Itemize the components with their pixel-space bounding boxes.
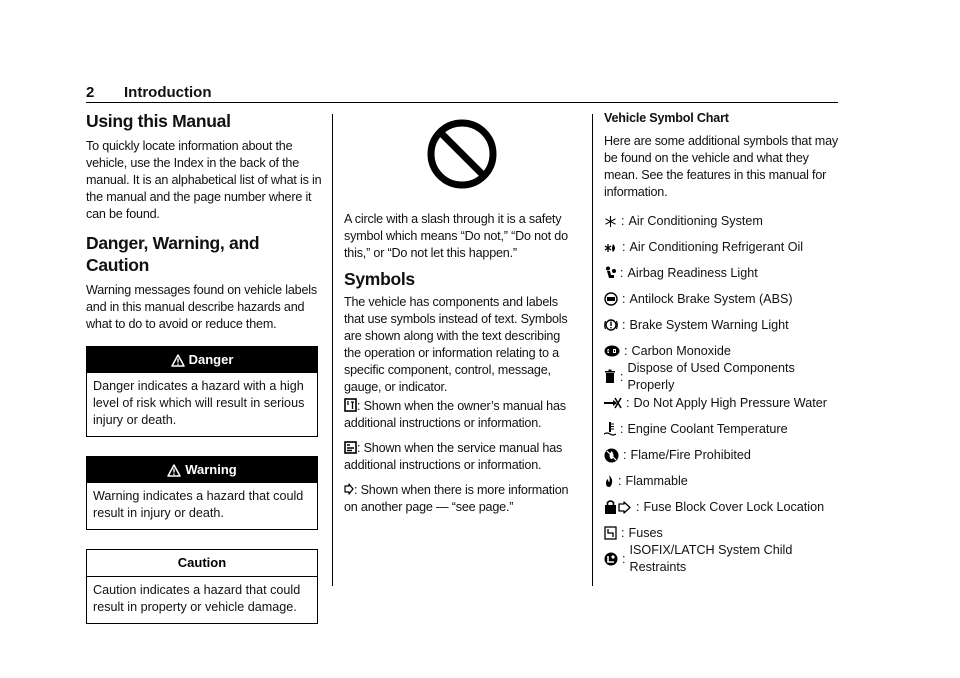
danger-text: Danger indicates a hazard with a high level of risk which will result in serious injury or death.	[93, 379, 305, 427]
caution-text: Caution indicates a hazard that could result in property or vehicle damage.	[93, 583, 301, 614]
symbol-row: : Do Not Apply High Pressure Water	[604, 390, 840, 416]
symbol-label: Air Conditioning Refrigerant Oil	[629, 239, 804, 254]
warning-text: Warning indicates a hazard that could result in injury or death.	[93, 489, 304, 520]
symbols-text: The vehicle has components and labels that use symbols instead of text. Symbols are shown along with the text describing the operation or information relating to a specific component, control, message, gauge, or indicator.	[344, 295, 568, 394]
no-symbol-icon	[426, 118, 498, 195]
caution-box	[86, 549, 318, 624]
warning-triangle-icon	[171, 354, 185, 367]
symbol-label: Fuse Block Cover Lock Location	[643, 499, 825, 514]
snowflake-icon	[604, 215, 617, 228]
symbol-label: Carbon Monoxide	[631, 343, 731, 358]
warning-box	[86, 456, 318, 530]
service-manual-text: : Shown when the service manual has additional instructions or information.	[344, 441, 563, 472]
ac-refrigerant-oil-icon	[604, 241, 618, 254]
danger-box	[86, 346, 318, 437]
symbol-label: Fuses	[628, 525, 663, 540]
symbol-row: : Flammable	[604, 468, 840, 494]
brake-warning-icon	[604, 318, 618, 332]
owner-manual-entry	[344, 398, 580, 432]
caution-header: Caution	[87, 550, 317, 577]
no-flame-icon	[604, 448, 619, 463]
see-page-text: : Shown when there is more information on another page — “see page.”	[344, 483, 569, 514]
symbol-row: : Fuses	[604, 520, 840, 546]
dwc-heading: Danger, Warning, and Caution	[86, 233, 260, 275]
symbol-row: : Fuse Block Cover Lock Location	[604, 494, 840, 520]
owner-manual-icon	[344, 398, 357, 412]
symbols-heading: Symbols	[344, 269, 415, 289]
symbol-label: Airbag Readiness Light	[627, 265, 758, 280]
coolant-temperature-icon	[604, 421, 616, 437]
warning-triangle-icon	[167, 464, 181, 477]
using-manual-heading: Using this Manual	[86, 111, 231, 131]
airbag-icon	[604, 266, 616, 280]
dwc-text: Warning messages found on vehicle labels and in this manual describe hazards and what to do to avoid or reduce them.	[86, 283, 317, 331]
using-manual-text: To quickly locate information about the vehicle, use the Index in the back of the manual. It is an alphabetical list of what is in the manual and the page number where it can be found.	[86, 139, 322, 221]
danger-header	[87, 347, 317, 373]
symbol-row: : ISOFIX/LATCH System Child Restraints	[604, 546, 840, 572]
arrow-right-icon	[344, 483, 354, 495]
fuse-block-lock-icon	[604, 500, 632, 515]
symbol-label: Flame/Fire Prohibited	[630, 447, 751, 462]
page-header	[86, 84, 838, 104]
dispose-components-icon	[604, 369, 616, 385]
warning-header	[87, 457, 317, 483]
circle-slash-text: A circle with a slash through it is a safety symbol which means “Do not,” “Do not do this,” or “Do not let this happen.”	[344, 212, 568, 260]
warning-title: Warning	[185, 462, 237, 477]
column-1	[86, 110, 322, 624]
column-3	[604, 110, 840, 572]
symbol-row: : Engine Coolant Temperature	[604, 416, 840, 442]
see-page-entry	[344, 482, 580, 516]
symbol-label: Engine Coolant Temperature	[627, 421, 788, 436]
section-title: Introduction	[124, 84, 212, 101]
flammable-icon	[604, 474, 614, 488]
owner-manual-text: : Shown when the owner’s manual has additional instructions or information.	[344, 399, 566, 430]
symbol-row: : Brake System Warning Light	[604, 312, 840, 338]
no-high-pressure-water-icon	[604, 397, 622, 409]
carbon-monoxide-icon	[604, 345, 620, 357]
symbol-label: Air Conditioning System	[628, 213, 763, 228]
header-divider	[86, 102, 838, 103]
symbol-label: Dispose of Used Components Properly	[627, 361, 795, 392]
symbol-row: : Carbon Monoxide	[604, 338, 840, 364]
symbol-row: : Airbag Readiness Light	[604, 260, 840, 286]
service-manual-entry	[344, 440, 580, 474]
symbol-label: ISOFIX/LATCH System Child Restraints	[629, 543, 793, 574]
symbol-row: : Flame/Fire Prohibited	[604, 442, 840, 468]
symbol-list	[604, 208, 840, 572]
abs-icon	[604, 292, 618, 306]
isofix-icon	[604, 552, 618, 566]
symbol-row: : Dispose of Used Components Properly	[604, 364, 840, 390]
symbol-label: Flammable	[625, 473, 688, 488]
symbol-label: Brake System Warning Light	[629, 317, 789, 332]
symbol-label: Do Not Apply High Pressure Water	[633, 395, 827, 410]
fuses-icon	[604, 526, 617, 540]
danger-title: Danger	[188, 352, 234, 367]
symbol-row: : Air Conditioning System	[604, 208, 840, 234]
service-manual-icon	[344, 441, 357, 454]
chart-heading: Vehicle Symbol Chart	[604, 111, 729, 125]
symbol-label: Antilock Brake System (ABS)	[629, 291, 793, 306]
column-divider-2	[592, 114, 593, 586]
chart-intro: Here are some additional symbols that may be found on the vehicle and what they mean. See the features in this manual for information.	[604, 134, 838, 199]
column-divider-1	[332, 114, 333, 586]
page-number: 2	[86, 84, 95, 101]
symbol-row: : Antilock Brake System (ABS)	[604, 286, 840, 312]
symbol-row: : Air Conditioning Refrigerant Oil	[604, 234, 840, 260]
